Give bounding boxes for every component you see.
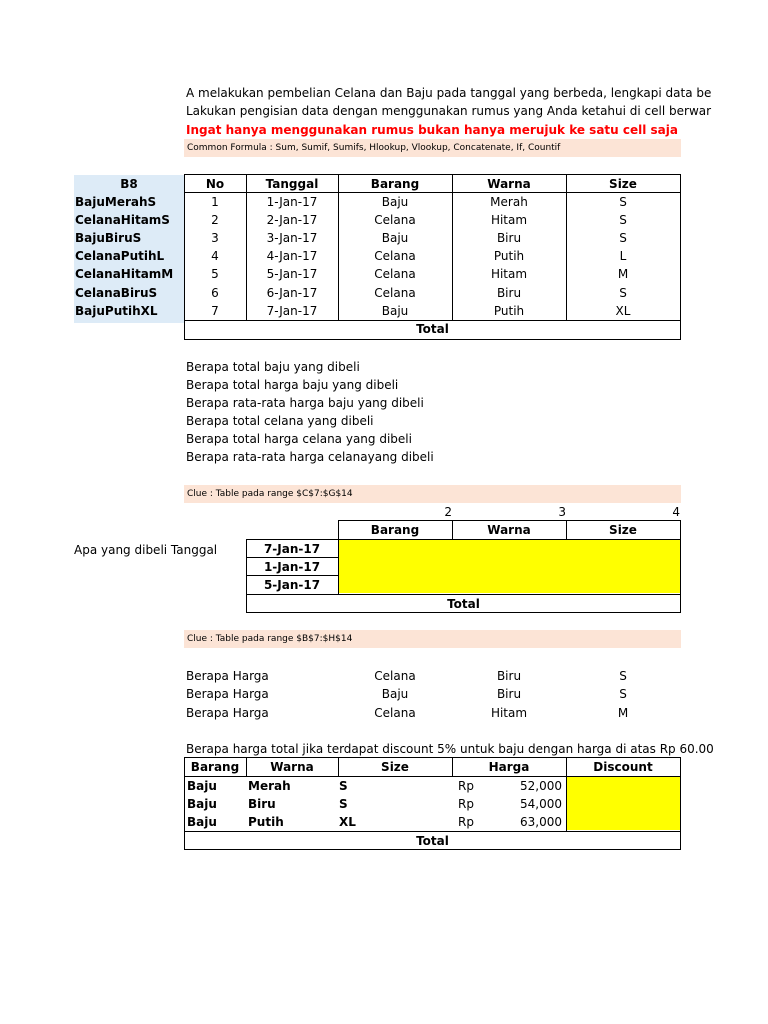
discount-size[interactable]: S <box>339 797 348 811</box>
cell-tanggal[interactable]: 4-Jan-17 <box>266 249 318 263</box>
clue-band-1 <box>184 485 681 503</box>
discount-header-size: Size <box>381 760 409 774</box>
col-index-number: 3 <box>558 505 566 519</box>
cell-size[interactable]: S <box>619 231 627 245</box>
discount-header-discount: Discount <box>593 760 653 774</box>
clue-text-2: Clue : Table pada range $B$7:$H$14 <box>187 634 353 644</box>
cell-size[interactable]: S <box>619 213 627 227</box>
price-warna[interactable]: Biru <box>496 687 522 701</box>
cell-warna[interactable]: Putih <box>493 304 525 318</box>
key-cell[interactable]: CelanaPutihL <box>75 249 165 263</box>
cell-no[interactable]: 3 <box>211 231 219 245</box>
question-item: Berapa rata-rata harga baju yang dibeli <box>186 396 424 410</box>
col-header-size: Size <box>609 177 637 191</box>
lookup-question: Apa yang dibeli Tanggal <box>74 543 218 557</box>
price-size[interactable]: S <box>619 687 627 701</box>
discount-size[interactable]: XL <box>339 815 356 829</box>
question-item: Berapa rata-rata harga celanayang dibeli <box>186 450 434 464</box>
price-question-label: Berapa Harga <box>186 687 269 701</box>
cell-no[interactable]: 7 <box>211 304 219 318</box>
key-cell[interactable]: BajuBiruS <box>75 231 142 245</box>
cell-barang[interactable]: Celana <box>374 286 416 300</box>
discount-warna[interactable]: Merah <box>248 779 291 793</box>
price-barang[interactable]: Baju <box>381 687 409 701</box>
cell-barang[interactable]: Celana <box>374 213 416 227</box>
discount-question: Berapa harga total jika terdapat discount 5% untuk baju dengan harga di atas Rp 60.00 <box>186 742 714 756</box>
instruction-line-2: Lakukan pengisian data dengan menggunakan rumus yang Anda ketahui di cell berwar <box>186 104 712 118</box>
cell-tanggal[interactable]: 1-Jan-17 <box>266 195 318 209</box>
cell-barang[interactable]: Celana <box>374 267 416 281</box>
cell-size[interactable]: S <box>619 195 627 209</box>
discount-warna[interactable]: Biru <box>248 797 276 811</box>
cell-tanggal[interactable]: 3-Jan-17 <box>266 231 318 245</box>
discount-harga[interactable]: 52,000 <box>520 779 562 793</box>
key-cell[interactable]: CelanaHitamS <box>75 213 170 227</box>
lookup-date[interactable]: 1-Jan-17 <box>263 560 321 574</box>
question-item: Berapa total celana yang dibeli <box>186 414 374 428</box>
cell-tanggal[interactable]: 6-Jan-17 <box>266 286 318 300</box>
price-warna[interactable]: Hitam <box>490 706 528 720</box>
cell-barang[interactable]: Baju <box>381 231 409 245</box>
key-cell[interactable]: BajuPutihXL <box>75 304 158 318</box>
discount-header-barang: Barang <box>190 760 240 774</box>
cell-warna[interactable]: Hitam <box>490 267 528 281</box>
cell-no[interactable]: 6 <box>211 286 219 300</box>
cell-size[interactable]: M <box>617 267 629 281</box>
discount-warna[interactable]: Putih <box>248 815 284 829</box>
col-header-barang: Barang <box>370 177 420 191</box>
price-question-label: Berapa Harga <box>186 669 269 683</box>
warning-text: Ingat hanya menggunakan rumus bukan hanya merujuk ke satu cell saja <box>186 123 678 137</box>
lookup-total-label: Total <box>447 597 480 611</box>
cell-barang[interactable]: Baju <box>381 195 409 209</box>
discount-currency: Rp <box>458 779 474 793</box>
col-header-warna: Warna <box>487 177 531 191</box>
discount-currency: Rp <box>458 815 474 829</box>
cell-tanggal[interactable]: 7-Jan-17 <box>266 304 318 318</box>
lookup-input-cells[interactable] <box>338 539 680 593</box>
cell-warna[interactable]: Biru <box>496 286 522 300</box>
cell-warna[interactable]: Merah <box>490 195 528 209</box>
discount-size[interactable]: S <box>339 779 348 793</box>
formula-text: Common Formula : Sum, Sumif, Sumifs, Hlookup, Vlookup, Concatenate, If, Countif <box>187 143 561 153</box>
cell-no[interactable]: 1 <box>211 195 219 209</box>
col-header-tanggal: Tanggal <box>265 177 319 191</box>
cell-no[interactable]: 5 <box>211 267 219 281</box>
key-header[interactable]: B8 <box>120 177 138 191</box>
lookup-header-warna: Warna <box>487 523 531 537</box>
lookup-header-size: Size <box>609 523 637 537</box>
discount-header-harga: Harga <box>488 760 530 774</box>
cell-warna[interactable]: Biru <box>496 231 522 245</box>
cell-tanggal[interactable]: 2-Jan-17 <box>266 213 318 227</box>
discount-total-label: Total <box>416 834 449 848</box>
lookup-date[interactable]: 5-Jan-17 <box>263 578 321 592</box>
col-index-number: 2 <box>444 505 452 519</box>
instruction-line-1: A melakukan pembelian Celana dan Baju pada tanggal yang berbeda, lengkapi data be <box>186 86 712 100</box>
price-barang[interactable]: Celana <box>374 706 416 720</box>
discount-input-cells[interactable] <box>566 776 680 830</box>
question-item: Berapa total baju yang dibeli <box>186 360 360 374</box>
clue-band-2 <box>184 630 681 648</box>
key-cell[interactable]: CelanaBiruS <box>75 286 158 300</box>
discount-currency: Rp <box>458 797 474 811</box>
price-size[interactable]: S <box>619 669 627 683</box>
question-item: Berapa total harga baju yang dibeli <box>186 378 399 392</box>
discount-header-warna: Warna <box>270 760 314 774</box>
question-item: Berapa total harga celana yang dibeli <box>186 432 412 446</box>
discount-barang[interactable]: Baju <box>187 779 217 793</box>
discount-barang[interactable]: Baju <box>187 797 217 811</box>
cell-warna[interactable]: Hitam <box>490 213 528 227</box>
cell-barang[interactable]: Baju <box>381 304 409 318</box>
key-cell[interactable]: CelanaHitamM <box>75 267 174 281</box>
cell-size[interactable]: L <box>619 249 627 263</box>
cell-warna[interactable]: Putih <box>493 249 525 263</box>
cell-no[interactable]: 4 <box>211 249 219 263</box>
cell-size[interactable]: XL <box>615 304 631 318</box>
col-header-no: No <box>205 177 225 191</box>
price-size[interactable]: M <box>617 706 629 720</box>
lookup-header-barang: Barang <box>370 523 420 537</box>
discount-harga[interactable]: 63,000 <box>520 815 562 829</box>
cell-barang[interactable]: Celana <box>374 249 416 263</box>
discount-barang[interactable]: Baju <box>187 815 217 829</box>
clue-text-1: Clue : Table pada range $C$7:$G$14 <box>187 489 353 499</box>
price-warna[interactable]: Biru <box>496 669 522 683</box>
price-barang[interactable]: Celana <box>374 669 416 683</box>
key-cell[interactable]: BajuMerahS <box>75 195 157 209</box>
cell-size[interactable]: S <box>619 286 627 300</box>
cell-tanggal[interactable]: 5-Jan-17 <box>266 267 318 281</box>
total-row-label: Total <box>416 322 449 336</box>
price-question-label: Berapa Harga <box>186 706 269 720</box>
cell-no[interactable]: 2 <box>211 213 219 227</box>
col-index-number: 4 <box>672 505 680 519</box>
discount-harga[interactable]: 54,000 <box>520 797 562 811</box>
formula-band <box>184 139 681 157</box>
lookup-date[interactable]: 7-Jan-17 <box>263 542 321 556</box>
